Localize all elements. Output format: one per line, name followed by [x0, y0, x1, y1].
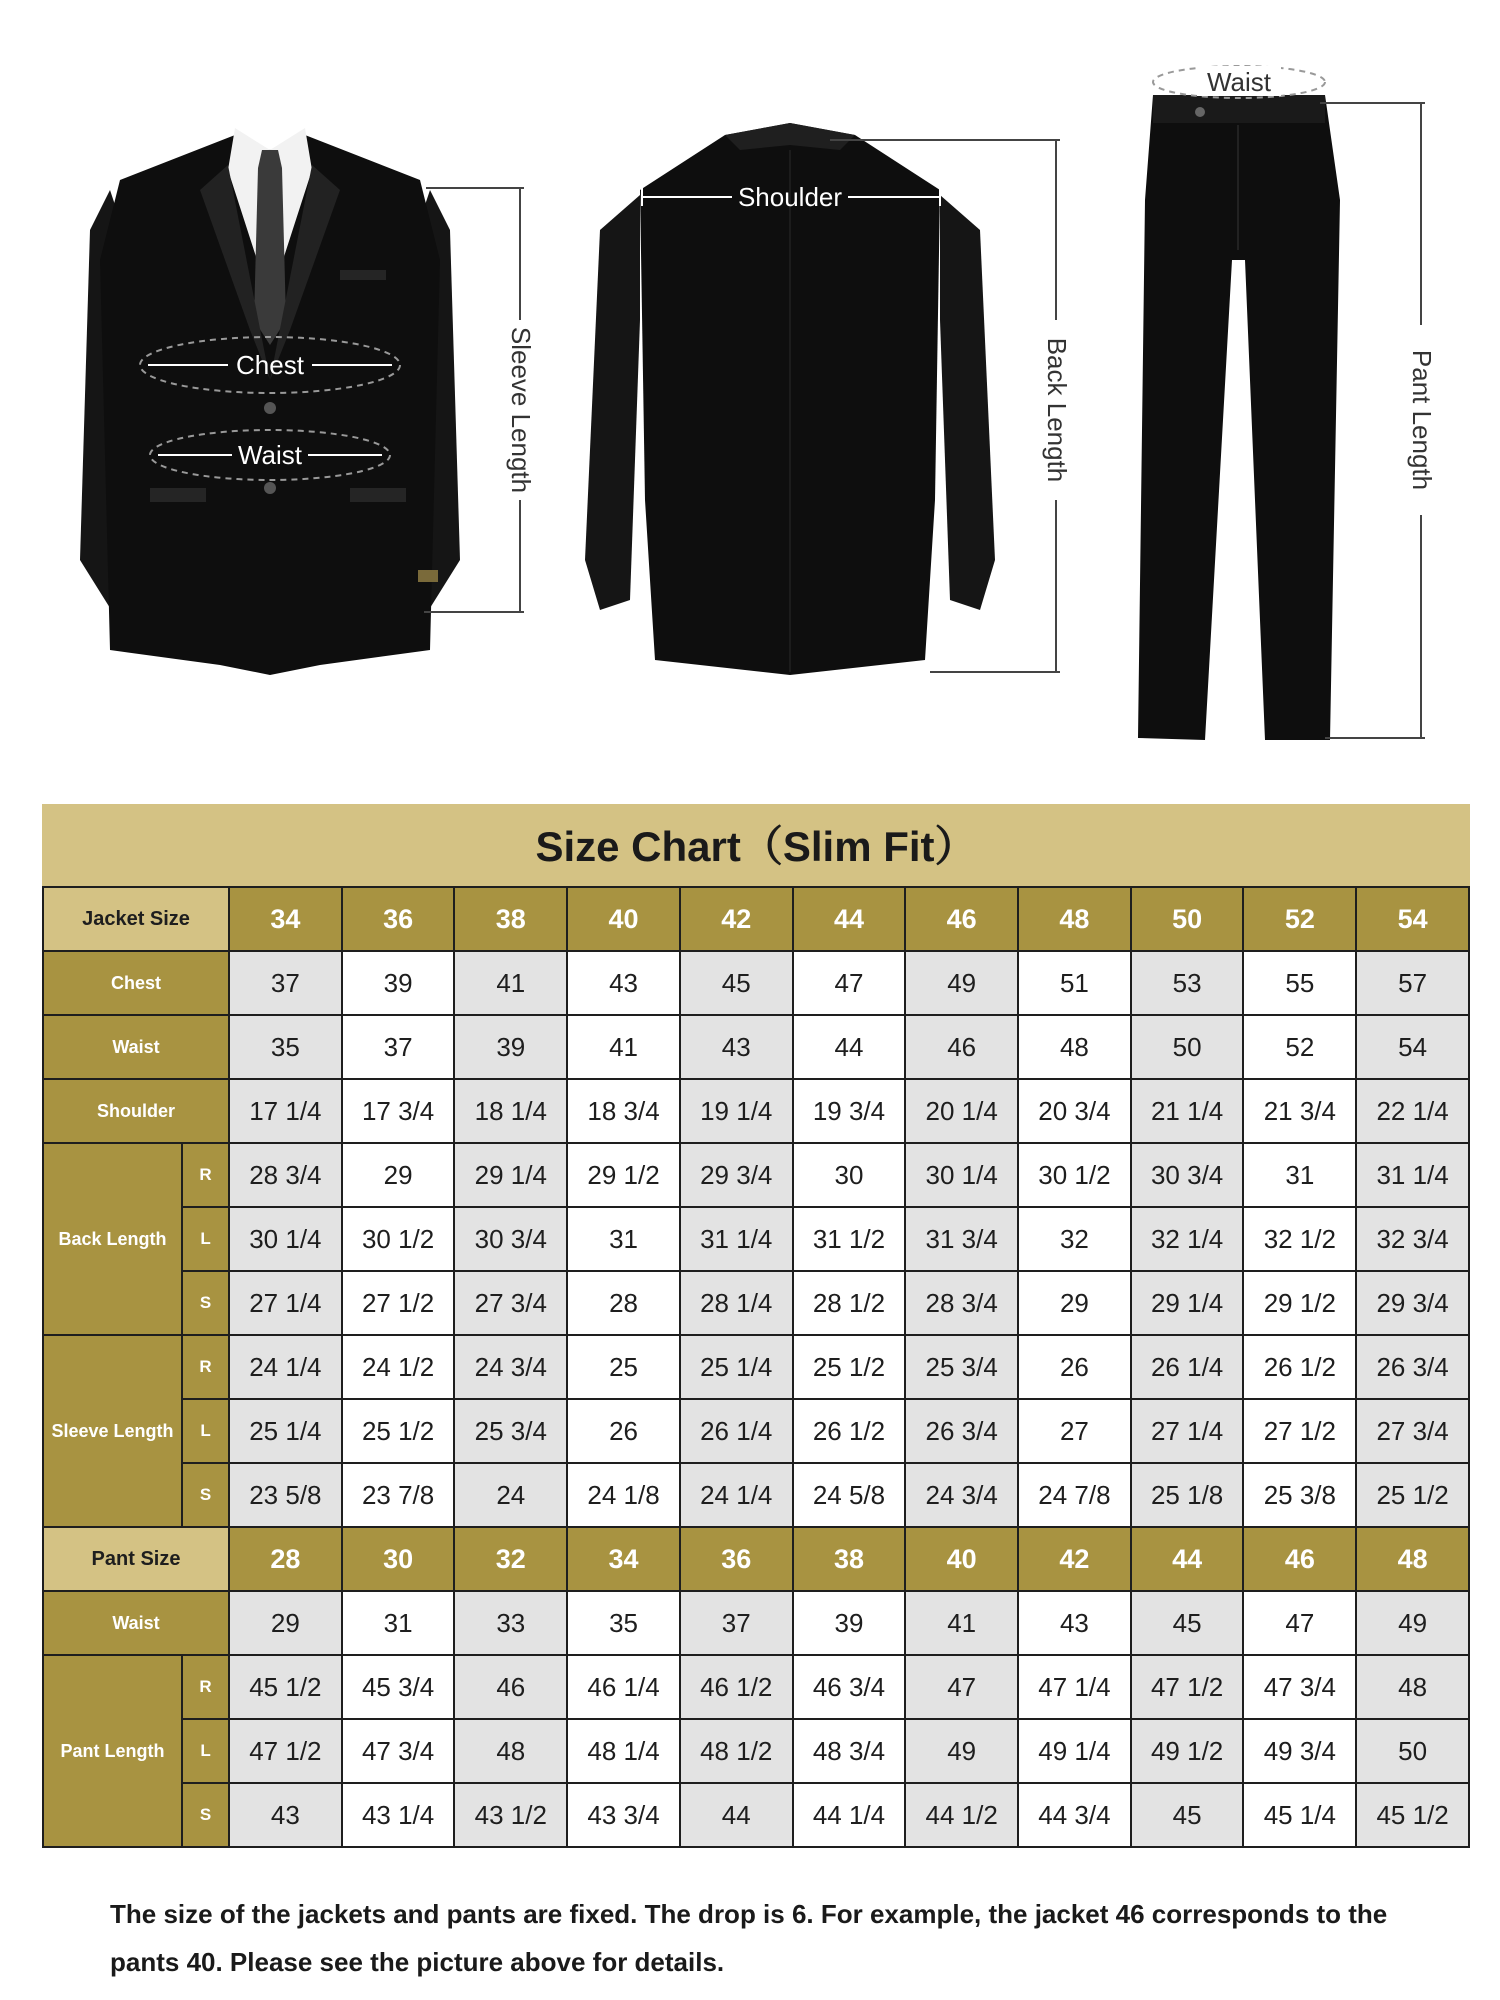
size-value-cell: 30 3/4	[454, 1207, 567, 1271]
size-value-cell: 52	[1243, 1015, 1356, 1079]
size-value-cell: 24 5/8	[793, 1463, 906, 1527]
size-value-cell: 25 1/4	[229, 1399, 342, 1463]
measure-row	[43, 1399, 1469, 1463]
size-value-cell: 27 3/4	[454, 1271, 567, 1335]
chest-measure-label: Chest	[236, 350, 304, 380]
size-note: The size of the jackets and pants are fixed. The drop is 6. For example, the jacket 46 corresponds to the pants 40. Please see the picture above for details.	[110, 1899, 1388, 1977]
size-value-cell: 39	[793, 1591, 906, 1655]
size-value-cell: 25 1/2	[342, 1399, 455, 1463]
size-value-cell: 49	[905, 1719, 1018, 1783]
size-chart-title: Size Chart（Slim Fit）	[42, 804, 1470, 886]
size-value-cell: 47	[793, 951, 906, 1015]
measure-row	[43, 1207, 1469, 1271]
size-value-cell: 29 3/4	[680, 1143, 793, 1207]
size-value-cell: 26	[567, 1399, 680, 1463]
size-value-cell: 31 1/2	[793, 1207, 906, 1271]
length-variant-label: L	[182, 1719, 229, 1783]
size-value-cell: 47 3/4	[342, 1719, 455, 1783]
size-value-cell: 30 1/4	[229, 1207, 342, 1271]
size-value-cell: 29 3/4	[1356, 1271, 1469, 1335]
size-value-cell: 55	[1243, 951, 1356, 1015]
size-value-cell: 25 3/4	[454, 1399, 567, 1463]
size-value-cell: 35	[567, 1591, 680, 1655]
measure-group-label: Sleeve Length	[43, 1335, 182, 1527]
size-value-cell: 43	[1018, 1591, 1131, 1655]
size-value-cell: 24 1/4	[229, 1335, 342, 1399]
size-header-cell: 48	[1018, 887, 1131, 951]
pants-size-header-label: Pant Size	[43, 1527, 229, 1591]
size-value-cell: 49 1/4	[1018, 1719, 1131, 1783]
size-value-cell: 24 7/8	[1018, 1463, 1131, 1527]
size-header-cell: 44	[1131, 1527, 1244, 1591]
size-value-cell: 30 3/4	[1131, 1143, 1244, 1207]
size-value-cell: 18 1/4	[454, 1079, 567, 1143]
size-value-cell: 47 1/2	[1131, 1655, 1244, 1719]
size-value-cell: 48 3/4	[793, 1719, 906, 1783]
size-value-cell: 47 1/2	[229, 1719, 342, 1783]
size-value-cell: 48 1/2	[680, 1719, 793, 1783]
size-value-cell: 43	[229, 1783, 342, 1847]
size-value-cell: 49	[905, 951, 1018, 1015]
size-header-cell: 52	[1243, 887, 1356, 951]
size-value-cell: 30 1/2	[342, 1207, 455, 1271]
pant-length-label: Pant Length	[1407, 349, 1437, 491]
size-value-cell: 39	[454, 1015, 567, 1079]
size-value-cell: 32 1/2	[1243, 1207, 1356, 1271]
size-value-cell: 41	[454, 951, 567, 1015]
measure-label: Waist	[43, 1591, 229, 1655]
size-value-cell: 43 1/4	[342, 1783, 455, 1847]
size-value-cell: 47	[905, 1655, 1018, 1719]
size-value-cell: 26	[1018, 1335, 1131, 1399]
length-variant-label: S	[182, 1271, 229, 1335]
size-value-cell: 46 1/4	[567, 1655, 680, 1719]
size-value-cell: 37	[342, 1015, 455, 1079]
size-value-cell: 24 1/2	[342, 1335, 455, 1399]
size-value-cell: 48	[454, 1719, 567, 1783]
size-header-cell: 42	[680, 887, 793, 951]
size-header-cell: 36	[680, 1527, 793, 1591]
size-value-cell: 20 1/4	[905, 1079, 1018, 1143]
size-chart	[42, 804, 1470, 1848]
size-value-cell: 44 1/2	[905, 1783, 1018, 1847]
size-value-cell: 28 3/4	[229, 1143, 342, 1207]
measure-row	[43, 1783, 1469, 1847]
size-value-cell: 28 1/4	[680, 1271, 793, 1335]
size-value-cell: 48	[1356, 1655, 1469, 1719]
size-value-cell: 18 3/4	[567, 1079, 680, 1143]
size-value-cell: 47 1/4	[1018, 1655, 1131, 1719]
size-value-cell: 26 1/2	[1243, 1335, 1356, 1399]
size-value-cell: 25 3/8	[1243, 1463, 1356, 1527]
size-value-cell: 21 3/4	[1243, 1079, 1356, 1143]
size-value-cell: 47 3/4	[1243, 1655, 1356, 1719]
size-value-cell: 26 1/2	[793, 1399, 906, 1463]
size-value-cell: 31 1/4	[1356, 1143, 1469, 1207]
size-value-cell: 37	[229, 951, 342, 1015]
size-value-cell: 35	[229, 1015, 342, 1079]
size-header-cell: 38	[454, 887, 567, 951]
size-value-cell: 43	[680, 1015, 793, 1079]
size-value-cell: 49 1/2	[1131, 1719, 1244, 1783]
size-value-cell: 31	[1243, 1143, 1356, 1207]
size-value-cell: 30 1/4	[905, 1143, 1018, 1207]
size-value-cell: 25 1/4	[680, 1335, 793, 1399]
measure-row	[43, 1143, 1469, 1207]
size-value-cell: 53	[1131, 951, 1244, 1015]
size-value-cell: 41	[567, 1015, 680, 1079]
measure-label: Chest	[43, 951, 229, 1015]
measure-row	[43, 1015, 1469, 1079]
pants-size-header-row	[43, 1527, 1469, 1591]
size-value-cell: 17 3/4	[342, 1079, 455, 1143]
size-value-cell: 29 1/2	[567, 1143, 680, 1207]
size-value-cell: 31 3/4	[905, 1207, 1018, 1271]
size-value-cell: 48	[1018, 1015, 1131, 1079]
size-value-cell: 29 1/4	[1131, 1271, 1244, 1335]
size-value-cell: 24	[454, 1463, 567, 1527]
size-value-cell: 48 1/4	[567, 1719, 680, 1783]
size-value-cell: 31	[567, 1207, 680, 1271]
size-value-cell: 19 3/4	[793, 1079, 906, 1143]
size-value-cell: 49 3/4	[1243, 1719, 1356, 1783]
length-variant-label: R	[182, 1655, 229, 1719]
length-variant-label: R	[182, 1335, 229, 1399]
size-value-cell: 44 1/4	[793, 1783, 906, 1847]
size-value-cell: 44 3/4	[1018, 1783, 1131, 1847]
size-value-cell: 29	[342, 1143, 455, 1207]
jacket-size-header-label: Jacket Size	[43, 887, 229, 951]
size-value-cell: 26 3/4	[905, 1399, 1018, 1463]
size-header-cell: 28	[229, 1527, 342, 1591]
size-value-cell: 29 1/4	[454, 1143, 567, 1207]
length-variant-label: S	[182, 1783, 229, 1847]
size-value-cell: 54	[1356, 1015, 1469, 1079]
size-value-cell: 46 3/4	[793, 1655, 906, 1719]
size-value-cell: 57	[1356, 951, 1469, 1015]
size-value-cell: 45	[680, 951, 793, 1015]
size-value-cell: 24 1/8	[567, 1463, 680, 1527]
size-header-cell: 46	[1243, 1527, 1356, 1591]
size-value-cell: 26 1/4	[1131, 1335, 1244, 1399]
measure-label: Shoulder	[43, 1079, 229, 1143]
size-value-cell: 47	[1243, 1591, 1356, 1655]
measure-label: Waist	[43, 1015, 229, 1079]
size-value-cell: 32	[1018, 1207, 1131, 1271]
size-value-cell: 27 1/2	[1243, 1399, 1356, 1463]
jacket-front-figure	[80, 128, 524, 675]
size-header-cell: 40	[567, 887, 680, 951]
size-value-cell: 28 3/4	[905, 1271, 1018, 1335]
size-value-cell: 51	[1018, 951, 1131, 1015]
size-value-cell: 30	[793, 1143, 906, 1207]
measure-row	[43, 1719, 1469, 1783]
size-header-cell: 54	[1356, 887, 1469, 951]
size-value-cell: 31 1/4	[680, 1207, 793, 1271]
size-value-cell: 46 1/2	[680, 1655, 793, 1719]
size-value-cell: 28 1/2	[793, 1271, 906, 1335]
length-variant-label: S	[182, 1463, 229, 1527]
size-value-cell: 33	[454, 1591, 567, 1655]
size-value-cell: 32 3/4	[1356, 1207, 1469, 1271]
size-value-cell: 20 3/4	[1018, 1079, 1131, 1143]
size-value-cell: 22 1/4	[1356, 1079, 1469, 1143]
size-value-cell: 21 1/4	[1131, 1079, 1244, 1143]
measure-row	[43, 951, 1469, 1015]
size-value-cell: 43	[567, 951, 680, 1015]
size-value-cell: 28	[567, 1271, 680, 1335]
measure-group-label: Back Length	[43, 1143, 182, 1335]
size-value-cell: 23 7/8	[342, 1463, 455, 1527]
size-header-cell: 48	[1356, 1527, 1469, 1591]
size-value-cell: 29	[229, 1591, 342, 1655]
shoulder-measure-label: Shoulder	[737, 182, 843, 212]
size-header-cell: 46	[905, 887, 1018, 951]
size-value-cell: 29 1/2	[1243, 1271, 1356, 1335]
measure-group-label: Pant Length	[43, 1655, 182, 1847]
length-variant-label: L	[182, 1207, 229, 1271]
size-value-cell: 50	[1131, 1015, 1244, 1079]
size-value-cell: 26 3/4	[1356, 1335, 1469, 1399]
size-header-cell: 50	[1131, 887, 1244, 951]
size-header-cell: 34	[229, 887, 342, 951]
size-header-cell: 38	[793, 1527, 906, 1591]
waist-measure-label: Waist	[237, 440, 303, 470]
size-value-cell: 23 5/8	[229, 1463, 342, 1527]
size-value-cell: 30 1/2	[1018, 1143, 1131, 1207]
size-value-cell: 25 1/2	[1356, 1463, 1469, 1527]
size-value-cell: 29	[1018, 1271, 1131, 1335]
size-value-cell: 50	[1356, 1719, 1469, 1783]
size-value-cell: 27	[1018, 1399, 1131, 1463]
size-value-cell: 37	[680, 1591, 793, 1655]
size-header-cell: 34	[567, 1527, 680, 1591]
measure-row	[43, 1655, 1469, 1719]
size-value-cell: 25 3/4	[905, 1335, 1018, 1399]
size-value-cell: 31	[342, 1591, 455, 1655]
pants-figure	[1138, 66, 1425, 740]
size-header-cell: 44	[793, 887, 906, 951]
size-value-cell: 45 1/4	[1243, 1783, 1356, 1847]
size-value-cell: 25	[567, 1335, 680, 1399]
measure-row	[43, 1079, 1469, 1143]
size-value-cell: 27 1/4	[229, 1271, 342, 1335]
size-value-cell: 24 1/4	[680, 1463, 793, 1527]
measure-row	[43, 1271, 1469, 1335]
size-value-cell: 39	[342, 951, 455, 1015]
length-variant-label: L	[182, 1399, 229, 1463]
size-value-cell: 44	[793, 1015, 906, 1079]
size-value-cell: 26 1/4	[680, 1399, 793, 1463]
size-value-cell: 43 3/4	[567, 1783, 680, 1847]
size-header-cell: 36	[342, 887, 455, 951]
length-variant-label: R	[182, 1143, 229, 1207]
size-header-cell: 40	[905, 1527, 1018, 1591]
size-value-cell: 27 1/2	[342, 1271, 455, 1335]
measurement-illustration	[0, 0, 1500, 780]
measure-row	[43, 1591, 1469, 1655]
size-value-cell: 43 1/2	[454, 1783, 567, 1847]
size-value-cell: 45	[1131, 1591, 1244, 1655]
size-value-cell: 24 3/4	[905, 1463, 1018, 1527]
measure-row	[43, 1463, 1469, 1527]
size-value-cell: 45 3/4	[342, 1655, 455, 1719]
size-value-cell: 27 1/4	[1131, 1399, 1244, 1463]
size-value-cell: 32 1/4	[1131, 1207, 1244, 1271]
jacket-size-header-row	[43, 887, 1469, 951]
size-value-cell: 17 1/4	[229, 1079, 342, 1143]
size-header-cell: 30	[342, 1527, 455, 1591]
size-value-cell: 44	[680, 1783, 793, 1847]
size-value-cell: 45 1/2	[229, 1655, 342, 1719]
size-value-cell: 19 1/4	[680, 1079, 793, 1143]
size-value-cell: 27 3/4	[1356, 1399, 1469, 1463]
size-value-cell: 49	[1356, 1591, 1469, 1655]
size-value-cell: 41	[905, 1591, 1018, 1655]
size-value-cell: 46	[454, 1655, 567, 1719]
measure-row	[43, 1335, 1469, 1399]
size-header-cell: 42	[1018, 1527, 1131, 1591]
sleeve-length-label: Sleeve Length	[506, 326, 536, 494]
back-length-label: Back Length	[1042, 337, 1072, 483]
size-value-cell: 25 1/2	[793, 1335, 906, 1399]
size-table	[42, 886, 1470, 1848]
size-value-cell: 25 1/8	[1131, 1463, 1244, 1527]
size-value-cell: 24 3/4	[454, 1335, 567, 1399]
pant-waist-measure-label: Waist	[1206, 67, 1272, 97]
size-value-cell: 45	[1131, 1783, 1244, 1847]
size-value-cell: 46	[905, 1015, 1018, 1079]
size-value-cell: 45 1/2	[1356, 1783, 1469, 1847]
size-header-cell: 32	[454, 1527, 567, 1591]
